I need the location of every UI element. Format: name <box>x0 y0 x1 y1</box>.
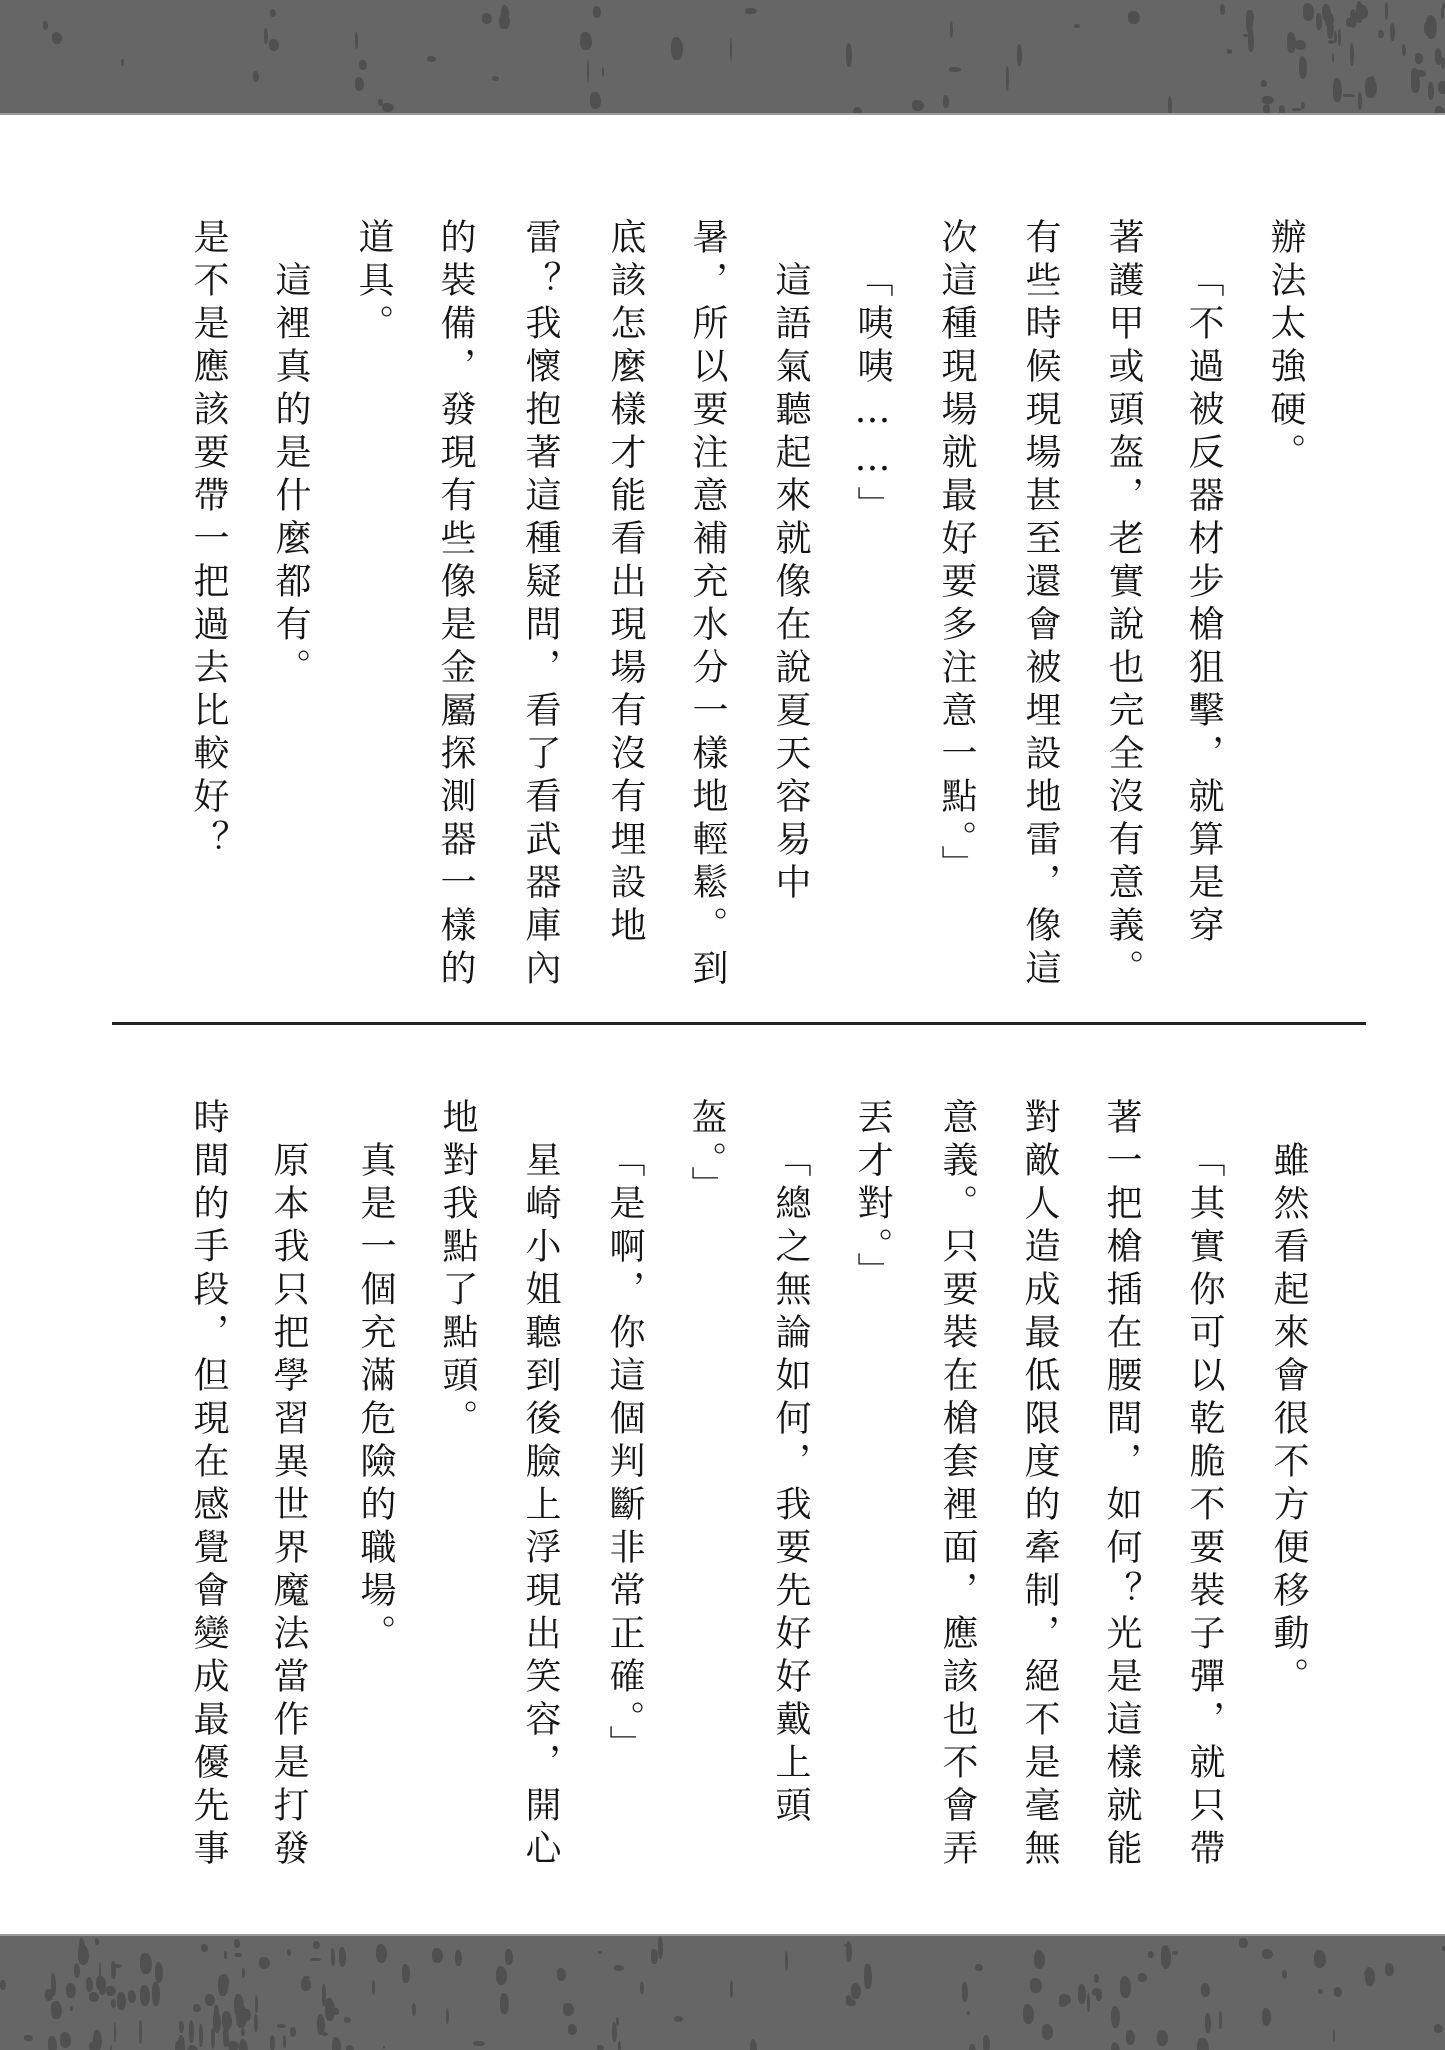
grunge-speck <box>587 59 589 83</box>
grunge-speck <box>1327 20 1334 39</box>
grunge-speck <box>1262 1949 1273 1959</box>
grunge-speck <box>614 1965 624 1971</box>
text-column: 意義。只要裝在槍套裡面，應該也不會弄 <box>937 1098 977 1872</box>
text-column: 雷？我懷抱著這種疑問，看了看武器庫內 <box>520 218 560 992</box>
text-column: 次這種現場就最好要多注意一點。」 <box>936 218 976 888</box>
grunge-speck <box>593 6 601 17</box>
grunge-speck <box>1074 24 1080 29</box>
grunge-speck <box>1087 1993 1090 2012</box>
grunge-speck <box>1318 1989 1324 1994</box>
text-column: 這裡真的是什麼都有。 <box>270 261 310 691</box>
grunge-speck <box>1034 1950 1046 1968</box>
text-column: 雖然看起來會很不方便移動。 <box>1268 1141 1308 1700</box>
grunge-speck <box>1295 40 1306 50</box>
grunge-speck <box>277 2024 286 2028</box>
text-column: 的裝備，發現有些像是金屬探測器一樣的 <box>435 218 475 992</box>
grunge-speck <box>602 67 604 77</box>
grunge-speck <box>140 1985 150 2006</box>
grunge-speck <box>96 1976 105 1990</box>
grunge-speck <box>1334 1987 1343 1997</box>
grunge-speck <box>1441 8 1444 19</box>
grunge-speck <box>70 2006 73 2011</box>
grunge-speck <box>1334 31 1337 44</box>
grunge-speck <box>117 1992 126 2010</box>
grunge-speck <box>1314 1950 1326 1968</box>
grunge-speck <box>975 1964 983 1971</box>
grunge-speck <box>382 103 394 112</box>
section-divider-line <box>112 1022 1366 1025</box>
grunge-speck <box>264 28 267 44</box>
grunge-speck <box>1365 77 1377 97</box>
grunge-speck <box>1359 5 1368 20</box>
grunge-speck <box>568 2024 577 2036</box>
text-column: 丟才對。」 <box>852 1098 892 1295</box>
grunge-speck <box>1402 44 1407 56</box>
grunge-speck <box>1078 1984 1086 2005</box>
grunge-speck <box>139 2020 142 2044</box>
grunge-speck <box>1434 2024 1443 2033</box>
text-column: 盔。」 <box>686 1098 726 1209</box>
grunge-speck <box>912 100 924 111</box>
grunge-speck <box>505 1949 513 1965</box>
grunge-speck <box>597 2045 605 2050</box>
grunge-speck <box>590 92 601 109</box>
grunge-speck <box>864 1964 871 1989</box>
text-column: 時間的手段，但現在感覺會變成最優先事 <box>188 1098 228 1872</box>
grunge-speck <box>730 38 732 61</box>
lower-text-block <box>0 1098 1445 1878</box>
text-column: 原本我只把學習異世界魔法當作是打發 <box>268 1141 308 1872</box>
grunge-speck <box>580 32 592 51</box>
grunge-speck <box>1303 3 1314 21</box>
grunge-speck <box>1350 43 1354 66</box>
grunge-speck <box>242 1968 245 1978</box>
grunge-speck <box>750 2039 758 2050</box>
text-column: 真是一個充滿危險的職場。 <box>355 1141 395 1657</box>
grunge-speck <box>372 1980 375 1995</box>
grunge-speck <box>1239 1938 1248 1948</box>
grunge-speck <box>376 1944 388 1963</box>
grunge-speck <box>967 2011 970 2015</box>
grunge-speck <box>355 32 358 49</box>
grunge-speck <box>189 2020 194 2043</box>
grunge-speck <box>234 1939 239 1948</box>
grunge-speck <box>943 95 949 108</box>
grunge-speck <box>1227 49 1233 54</box>
grunge-speck <box>106 1986 116 1996</box>
grunge-speck <box>223 2027 229 2047</box>
grunge-speck <box>412 2003 416 2015</box>
grunge-speck <box>1428 82 1434 99</box>
grunge-speck <box>259 1957 270 1970</box>
grunge-speck <box>785 1951 789 1971</box>
text-column: 「咦咦……」 <box>852 261 892 529</box>
grunge-speck <box>1378 30 1383 38</box>
grunge-speck <box>1201 1983 1210 1997</box>
grunge-speck <box>1333 2029 1335 2042</box>
grunge-speck <box>482 13 492 24</box>
grunge-speck <box>253 71 259 82</box>
grunge-speck <box>1023 2004 1034 2023</box>
grunge-speck <box>1111 2042 1121 2050</box>
grunge-speck <box>152 1982 160 2007</box>
grunge-speck <box>1172 1951 1179 1954</box>
upper-text-block <box>0 218 1445 998</box>
grunge-speck <box>121 59 123 66</box>
grunge-speck <box>598 1951 602 1954</box>
grunge-speck <box>74 1963 80 1977</box>
grunge-speck <box>853 107 863 115</box>
grunge-speck <box>193 2004 201 2012</box>
text-column: 「是啊，你這個判斷非常正確。」 <box>604 1141 644 1768</box>
grunge-speck <box>745 8 757 15</box>
text-column: 底該怎麼樣才能看出現場有沒有埋設地 <box>605 218 645 949</box>
grunge-speck <box>962 1982 968 2002</box>
grunge-speck <box>199 2024 203 2047</box>
grunge-speck <box>1365 1967 1375 1986</box>
grunge-speck <box>201 1944 208 1952</box>
grunge-speck <box>89 1992 99 2002</box>
grunge-speck <box>78 1945 89 1964</box>
grunge-speck <box>51 2001 62 2020</box>
grunge-speck <box>339 1947 346 1967</box>
grunge-speck <box>244 2009 251 2021</box>
grunge-speck <box>228 2041 240 2050</box>
grunge-speck <box>269 39 279 51</box>
grunge-speck <box>112 1964 122 1968</box>
grunge-speck <box>1161 1945 1171 1968</box>
grunge-speck <box>1157 2030 1168 2046</box>
grunge-speck <box>355 77 365 91</box>
text-column: 著一把槍插在腰間，如何？光是這樣就能 <box>1101 1098 1141 1872</box>
grunge-speck <box>1442 1946 1445 1951</box>
grunge-speck <box>1006 66 1009 90</box>
grunge-speck <box>332 2037 341 2050</box>
grunge-speck <box>1049 2028 1052 2035</box>
grunge-speck <box>287 1949 291 1956</box>
grunge-speck <box>1059 2001 1067 2007</box>
grunge-speck <box>1424 21 1435 37</box>
grunge-speck <box>1120 1976 1132 1998</box>
grunge-speck <box>95 1938 99 1944</box>
grunge-speck <box>317 2014 325 2035</box>
grunge-speck <box>1111 2006 1121 2028</box>
grunge-speck <box>846 43 853 67</box>
grunge-speck <box>331 1948 336 1966</box>
grunge-speck <box>128 1990 136 2004</box>
grunge-speck <box>1220 4 1225 15</box>
grunge-speck <box>89 2042 99 2050</box>
grunge-speck <box>383 2046 385 2049</box>
grunge-speck <box>492 76 499 81</box>
text-column: 道具。 <box>353 218 393 347</box>
grunge-speck <box>359 60 367 70</box>
grunge-speck <box>205 1994 215 2006</box>
grunge-speck <box>1138 1973 1147 1982</box>
grunge-speck <box>1017 44 1022 66</box>
grunge-speck <box>60 2032 71 2047</box>
text-column: 對敵人造成最低限度的牽制，絕不是毫無 <box>1019 1098 1059 1872</box>
text-column: 著護甲或頭盔，老實說也完全沒有意義。 <box>1103 218 1143 992</box>
grunge-speck <box>616 2017 619 2026</box>
grunge-speck <box>313 1941 320 1949</box>
grunge-speck <box>1262 2008 1271 2026</box>
grunge-speck <box>1168 96 1172 115</box>
grunge-speck <box>501 5 510 21</box>
grunge-speck <box>1262 96 1273 104</box>
grunge-speck <box>455 1950 461 1966</box>
grunge-speck <box>496 1966 508 1985</box>
grunge-speck <box>1299 56 1308 79</box>
grunge-speck <box>24 2035 32 2042</box>
grunge-speck <box>310 1958 321 1962</box>
grunge-speck <box>446 2008 449 2024</box>
grunge-speck <box>671 37 683 60</box>
grunge-speck <box>846 1999 856 2006</box>
grunge-speck <box>1251 40 1254 49</box>
grunge-speck <box>674 2016 683 2022</box>
top-decorative-band <box>0 0 1445 115</box>
text-column: 「總之無論如何，我要先好好戴上頭 <box>770 1141 810 1829</box>
text-column: 「其實你可以乾脆不要裝子彈，就只帶 <box>1184 1141 1224 1872</box>
grunge-speck <box>427 56 436 62</box>
grunge-speck <box>618 2041 621 2050</box>
grunge-speck <box>557 1968 566 1981</box>
grunge-speck <box>270 9 276 17</box>
bottom-decorative-band <box>0 1934 1445 2050</box>
grunge-speck <box>283 2035 286 2048</box>
grunge-speck <box>234 1994 244 2017</box>
text-column: 是不是應該要帶一把過去比較好？ <box>188 218 228 863</box>
grunge-speck <box>949 67 961 72</box>
grunge-speck <box>43 21 48 31</box>
grunge-speck <box>322 1984 325 2006</box>
grunge-speck <box>235 1953 241 1956</box>
grunge-speck <box>1358 92 1362 110</box>
grunge-speck <box>1415 53 1423 65</box>
text-column: 辦法太強硬。 <box>1265 218 1305 476</box>
grunge-speck <box>301 1978 311 1990</box>
grunge-speck <box>179 2021 184 2033</box>
grunge-speck <box>52 32 62 44</box>
grunge-speck <box>1279 105 1285 115</box>
text-column: 有些時候現場甚至還會被埋設地雷，像這 <box>1020 218 1060 992</box>
grunge-speck <box>86 1977 93 1992</box>
grunge-speck <box>155 1962 164 1983</box>
text-column: 星崎小姐聽到後臉上浮現出笑容，開心 <box>520 1141 560 1872</box>
grunge-speck <box>111 1999 116 2008</box>
grunge-speck <box>1332 53 1335 62</box>
grunge-speck <box>1338 29 1341 46</box>
grunge-speck <box>969 2044 976 2050</box>
grunge-speck <box>114 2022 117 2042</box>
grunge-speck <box>110 2044 112 2050</box>
grunge-speck <box>1126 2030 1135 2045</box>
grunge-speck <box>1094 1974 1099 1983</box>
grunge-speck <box>402 1964 410 1983</box>
text-column: 這語氣聽起來就像在說夏天容易中 <box>770 261 810 906</box>
grunge-speck <box>239 2039 248 2050</box>
grunge-speck <box>140 1953 152 1975</box>
grunge-speck <box>1030 1978 1042 1994</box>
grunge-speck <box>1390 23 1395 41</box>
grunge-speck <box>1385 2 1389 20</box>
grunge-speck <box>658 1936 663 1959</box>
grunge-speck <box>1205 2013 1211 2034</box>
grunge-speck <box>334 2008 339 2015</box>
grunge-speck <box>563 2003 574 2016</box>
grunge-speck <box>255 1995 259 2013</box>
grunge-speck <box>1219 2011 1221 2028</box>
grunge-speck <box>1128 11 1140 25</box>
grunge-speck <box>1434 106 1445 115</box>
grunge-speck <box>1333 78 1342 102</box>
grunge-speck <box>213 2011 221 2033</box>
grunge-speck <box>1438 81 1445 94</box>
grunge-speck <box>1301 102 1305 109</box>
grunge-speck <box>1148 1951 1155 1958</box>
grunge-speck <box>254 2014 258 2032</box>
grunge-speck <box>851 1983 861 1999</box>
grunge-speck <box>66 1983 76 1998</box>
text-column: 「不過被反器材步槍狙擊，就算是穿 <box>1183 261 1223 949</box>
grunge-speck <box>473 2041 484 2046</box>
grunge-speck <box>1441 57 1445 69</box>
grunge-speck <box>0 1980 6 1991</box>
grunge-speck <box>1385 1963 1394 1977</box>
grunge-speck <box>1261 80 1267 87</box>
grunge-speck <box>432 1948 443 1963</box>
grunge-speck <box>1346 18 1352 27</box>
grunge-speck <box>640 1982 643 1993</box>
grunge-speck <box>241 2028 245 2035</box>
grunge-speck <box>344 2017 351 2023</box>
text-column: 暑，所以要注意補充水分一樣地輕鬆。到 <box>687 218 727 992</box>
grunge-speck <box>290 2027 296 2037</box>
grunge-speck <box>950 21 953 38</box>
grunge-speck <box>1316 13 1322 30</box>
grunge-speck <box>224 1951 226 1959</box>
grunge-speck <box>1282 1970 1288 1979</box>
grunge-speck <box>51 1973 56 1997</box>
grunge-speck <box>500 1993 508 2014</box>
text-column: 地對我點了點頭。 <box>437 1098 477 1442</box>
grunge-speck <box>1343 94 1355 97</box>
grunge-speck <box>651 1949 658 1964</box>
grunge-speck <box>730 1980 733 1998</box>
